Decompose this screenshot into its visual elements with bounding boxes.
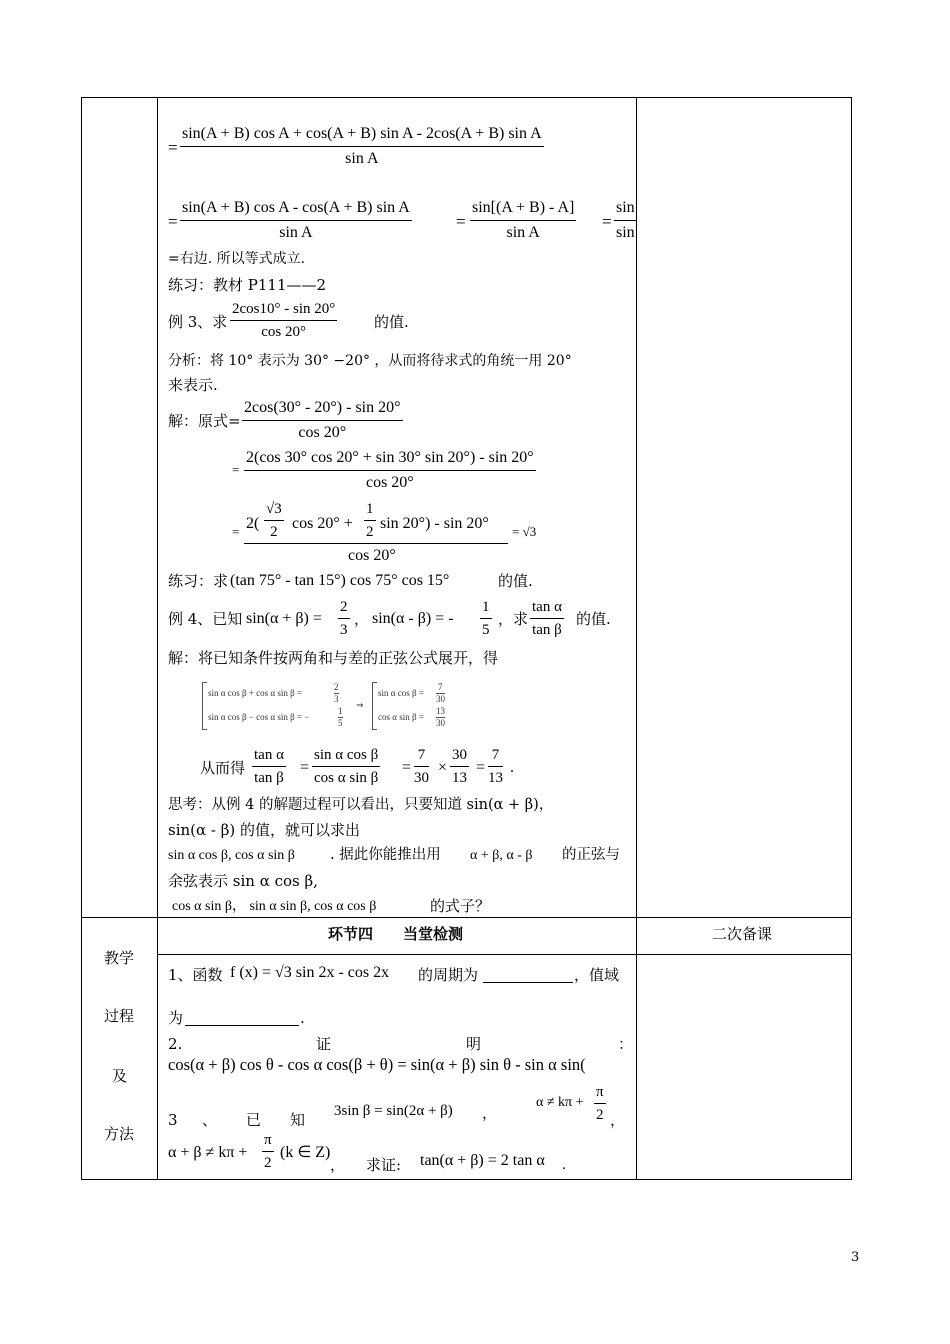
proof-fraction-2a-denominator: sin A <box>279 224 313 241</box>
q3-condition-1: 3sin β = sin(2α + β) <box>334 1103 453 1119</box>
proof-fraction-2c-numerator: sin <box>614 198 636 221</box>
equals-sign: = <box>168 212 178 231</box>
q3-comma-3: ， <box>330 1156 346 1174</box>
q3-comma-1: ， <box>482 1104 498 1122</box>
r2-numerator: sin α cos β <box>312 746 380 767</box>
one-half-denominator: 2 <box>366 524 374 540</box>
step-3-num-a: 2( <box>246 515 260 532</box>
r1-denominator: tan β <box>254 770 284 786</box>
example-4-prefix: 例 4、已知 <box>168 610 243 628</box>
r1-numerator: tan α <box>252 746 286 767</box>
example-3-step-2 <box>244 448 536 493</box>
q3-yi: 已 <box>246 1111 262 1129</box>
q2-ming: 明 <box>466 1035 482 1053</box>
row-divider <box>81 917 852 918</box>
sqrt3-numerator: √3 <box>264 500 284 521</box>
example-4-cond-1-fraction <box>338 598 350 639</box>
equals-sign: = <box>168 138 178 157</box>
comma: ， <box>354 610 370 628</box>
proof-fraction-2c <box>614 198 636 243</box>
r5-numerator: 7 <box>488 746 503 767</box>
brace <box>372 682 377 730</box>
cond-2-denominator: 5 <box>482 622 490 638</box>
practice-2-suffix: 的值. <box>498 572 533 590</box>
practice-1: 练习：教材 P111——2 <box>168 276 327 294</box>
example-3-step-3 <box>244 498 510 570</box>
system-2-line-1-num: 7 <box>438 682 443 692</box>
q3-goal: tan(α + β) = 2 tan α <box>420 1152 545 1169</box>
example-3-suffix: 的值. <box>374 313 409 331</box>
system-2-line-2-den: 30 <box>436 718 445 728</box>
step-3-num-b: cos 20° + <box>292 515 353 532</box>
result-fraction-4 <box>450 746 469 787</box>
example-3-fraction <box>230 300 337 341</box>
thinking-line-5b: 的式子？ <box>430 897 491 915</box>
system-1-line-1-den: 3 <box>334 694 339 704</box>
left-label-process: 过程 <box>104 1007 135 1025</box>
example-4-suffix: 的值. <box>576 610 611 628</box>
section-4-content <box>158 955 636 1179</box>
step-3-num-c: sin 20°) - sin 20° <box>380 515 489 532</box>
two: 2 <box>264 1155 272 1171</box>
table-bottom-border <box>81 1179 852 1180</box>
example-4-cond-1: sin(α + β) = <box>246 610 322 627</box>
target-numerator: tan α <box>530 598 564 619</box>
example-3-result: = √3 <box>512 524 537 539</box>
example-3-solution-prefix: 解：原式= <box>168 412 241 430</box>
brace <box>202 682 207 730</box>
equals-sign: = <box>476 759 486 776</box>
q3-condition-3: α + β ≠ kπ + <box>168 1144 248 1161</box>
practice-2-expression: (tan 75° - tan 15°) cos 75° cos 15° <box>230 572 450 589</box>
proof-fraction-2b-numerator: sin[(A + B) - A] <box>470 198 576 221</box>
system-2-line-2-num: 13 <box>436 706 445 716</box>
thinking-line-5a: cos α sin β， sin α sin β, cos α cos β <box>172 899 377 914</box>
q1-range-blank[interactable] <box>185 1010 299 1026</box>
equals-sign: = <box>402 759 412 776</box>
q3-comma-2: ， <box>610 1111 626 1129</box>
example-3-prefix: 例 3、求 <box>168 313 228 331</box>
notes-column-divider <box>636 97 637 1179</box>
system-2-line-2: cos α sin β = <box>378 712 424 722</box>
secondary-prep-header: 二次备课 <box>712 925 773 943</box>
q3-number: 3 <box>168 1111 178 1129</box>
thinking-line-3d: 的正弦与 <box>562 847 620 863</box>
example-4-result-prefix: 从而得 <box>200 759 246 777</box>
proof-fraction-2a-numerator: sin(A + B) cos A - cos(A + B) sin A <box>180 198 412 221</box>
system-2-line-1-den: 30 <box>436 694 445 704</box>
r4-numerator: 30 <box>450 746 469 767</box>
implies-arrow: ⇒ <box>356 700 364 710</box>
q1-period-blank[interactable] <box>483 967 573 983</box>
proof-fraction-2a <box>180 198 412 243</box>
q1-prefix: 1、函数 <box>168 966 223 984</box>
example-3-analysis-line1: 分析：将 10° 表示为 30° −20° ，从而将待求式的角统一用 20° <box>168 353 572 369</box>
equals-sign: = <box>300 759 310 776</box>
q2-expression: cos(α + β) cos θ - cos α cos(β + θ) = sin(α + β) sin θ - sin α sin( <box>168 1055 586 1074</box>
equals-sign: = <box>456 212 466 231</box>
one-half <box>364 500 376 541</box>
cond-1-numerator: 2 <box>338 598 350 619</box>
proof-fraction-1-denominator: sin A <box>345 150 379 167</box>
result-fraction-5 <box>488 746 503 787</box>
equals-sign: = <box>232 524 240 539</box>
period: . <box>510 759 514 776</box>
equation-system-left <box>202 682 362 730</box>
system-1-line-1-num: 2 <box>334 682 339 692</box>
example-4-cond-2-fraction <box>480 598 492 639</box>
example-3-denominator: cos 20° <box>261 324 306 340</box>
two: 2 <box>596 1107 604 1123</box>
left-label-method: 方法 <box>104 1125 135 1143</box>
thinking-line-3a: sin α cos β, cos α sin β <box>168 848 295 863</box>
sqrt3-over-2 <box>264 500 284 541</box>
example-3-step-1-denominator: cos 20° <box>298 424 347 441</box>
example-3-step-1 <box>242 398 403 443</box>
q3-prove: 求证: <box>366 1156 402 1174</box>
q3-pi-over-2-b <box>262 1131 274 1172</box>
example-4-solution: 解：将已知条件按两角和与差的正弦公式展开，得 <box>168 649 499 667</box>
times-sign: × <box>438 759 448 776</box>
example-3-step-2-numerator: 2(cos 30° cos 20° + sin 30° sin 20°) - sin 20° <box>244 448 536 471</box>
q3-dun: 、 <box>202 1111 218 1129</box>
example-4-cond-2: sin(α - β) = - <box>372 610 454 627</box>
thinking-line-2: sin(α - β) 的值，就可以求出 <box>168 821 361 839</box>
thinking-line-1: 思考：从例 4 的解题过程可以看出，只要知道 sin(α + β)， <box>168 797 554 813</box>
r5-denominator: 13 <box>488 770 503 786</box>
practice-2-prefix: 练习：求 <box>168 572 229 590</box>
thinking-line-4: 余弦表示 sin α cos β, <box>168 872 318 890</box>
q2-zheng: 证 <box>316 1035 332 1053</box>
q3-condition-2: α ≠ kπ + <box>536 1095 584 1110</box>
system-1-line-1: sin α cos β + cos α sin β = <box>208 688 302 698</box>
proof-fraction-1-numerator: sin(A + B) cos A + cos(A + B) sin A - 2cos(A + B) sin A <box>180 124 544 147</box>
q1-period-text: 的周期为 <box>418 966 479 984</box>
r4-denominator: 13 <box>452 770 467 786</box>
system-1-line-2-den: 5 <box>338 718 343 728</box>
pi: π <box>594 1083 606 1104</box>
q3-end: . <box>562 1157 566 1173</box>
q1-expression: f (x) = √3 sin 2x - cos 2x <box>230 964 390 981</box>
example-3-numerator: 2cos10° - sin 20° <box>230 300 337 321</box>
q3-k-in-z: (k ∈ Z) <box>280 1144 331 1161</box>
page-number: 3 <box>851 1250 860 1265</box>
step-3-fraction-bar <box>244 543 508 544</box>
r3-denominator: 30 <box>414 770 429 786</box>
proof-conclusion: =右边. 所以等式成立. <box>168 251 306 267</box>
result-fraction-2 <box>312 746 380 787</box>
example-4-ask: ，求 <box>498 610 529 628</box>
sqrt3-denominator: 2 <box>270 524 278 540</box>
system-2-line-1: sin α cos β = <box>378 688 424 698</box>
thinking-line-3c: α + β, α - β <box>470 848 533 863</box>
one-half-numerator: 1 <box>364 500 376 521</box>
cond-2-numerator: 1 <box>480 598 492 619</box>
pi: π <box>262 1131 274 1152</box>
q1-end: . <box>300 1009 305 1027</box>
proof-fraction-2b-denominator: sin A <box>506 224 540 241</box>
example-3-step-2-denominator: cos 20° <box>365 474 414 491</box>
q2-colon: ： <box>618 1035 634 1053</box>
q1-range-text: ，值域 <box>574 966 620 984</box>
table-right-border <box>851 97 852 1179</box>
q3-zhi: 知 <box>290 1111 306 1129</box>
example-3-step-1-numerator: 2cos(30° - 20°) - sin 20° <box>242 398 403 421</box>
cond-1-denominator: 3 <box>340 622 348 638</box>
proof-fraction-2b <box>470 198 576 243</box>
r2-denominator: cos α sin β <box>314 770 379 786</box>
section-4-title: 环节四 当堂检测 <box>328 925 464 943</box>
proof-fraction-2c-denominator: sin <box>616 224 635 241</box>
target-denominator: tan β <box>532 622 562 638</box>
example-4-target-fraction <box>530 598 564 639</box>
main-content-cell <box>158 98 636 917</box>
q1-range-prefix: 为 <box>168 1009 184 1027</box>
thinking-line-3b: . 据此你能推出用 <box>330 847 441 863</box>
system-1-line-2: sin α cos β − cos α sin β = − <box>208 712 310 722</box>
left-label-teaching: 教学 <box>104 949 135 967</box>
equals-sign: = <box>602 212 612 231</box>
equals-sign: = <box>232 462 240 477</box>
result-fraction-1 <box>252 746 286 787</box>
q3-pi-over-2 <box>594 1083 606 1124</box>
proof-fraction-1 <box>180 124 544 169</box>
equation-system-right <box>372 682 462 730</box>
step-3-denominator: cos 20° <box>348 547 396 564</box>
system-1-line-2-num: 1 <box>338 706 343 716</box>
result-fraction-3 <box>414 746 429 787</box>
table-left-border <box>81 97 82 1179</box>
example-3-analysis-line2: 来表示. <box>168 376 218 394</box>
left-label-and: 及 <box>112 1067 128 1085</box>
r3-numerator: 7 <box>414 746 429 767</box>
q2-number: 2. <box>168 1035 183 1053</box>
